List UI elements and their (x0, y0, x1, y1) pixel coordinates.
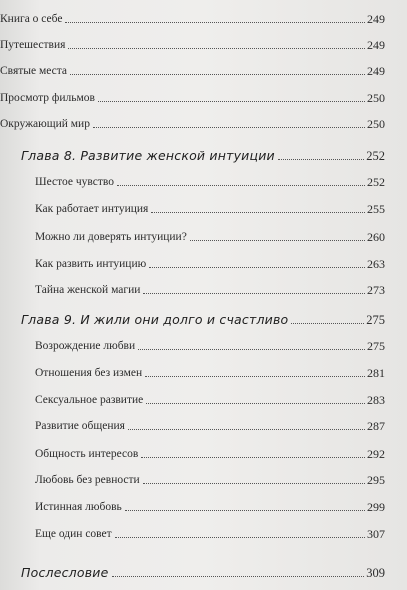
dot-leader (146, 402, 365, 404)
entry-page: 287 (367, 419, 385, 433)
entry-title: Окружающий мир (0, 118, 90, 130)
dot-leader (278, 158, 364, 160)
entry-title: Развитие общения (35, 420, 125, 432)
entry-page: 252 (367, 175, 385, 189)
chapter-page: 252 (366, 149, 385, 163)
dot-leader (143, 292, 365, 294)
toc-entry (0, 85, 407, 105)
entry-page: 249 (367, 64, 385, 78)
entry-title: Шестое чувство (35, 176, 114, 188)
toc-entry (0, 196, 407, 216)
toc-entry (0, 467, 407, 487)
entry-title: Святые места (0, 65, 68, 77)
toc-entry (0, 333, 407, 353)
chapter-page: 309 (366, 566, 385, 580)
entry-title: Общность интересов (35, 448, 139, 460)
entry-title: Отношения без измен (35, 367, 143, 379)
toc-entry (0, 360, 407, 380)
entry-page: 250 (367, 117, 385, 131)
toc-entry (0, 521, 407, 541)
entry-page: 283 (367, 393, 385, 407)
entry-title: Просмотр фильмов (0, 92, 95, 104)
entry-title: Возрождение любви (35, 340, 136, 352)
dot-leader (143, 482, 365, 484)
chapter-title: Послесловие (21, 565, 109, 580)
toc-entry (0, 494, 407, 514)
entry-title: Как развить интуицию (35, 258, 147, 270)
toc-chapter (0, 560, 407, 580)
dot-leader (93, 126, 365, 128)
toc-entry (0, 413, 407, 433)
entry-title: Сексуальное развитие (35, 394, 144, 406)
entry-title: Можно ли доверять интуиции? (35, 231, 187, 243)
toc-chapter (0, 143, 407, 163)
toc-entry (0, 224, 407, 244)
toc-entry (0, 32, 407, 52)
dot-leader (149, 266, 365, 268)
entry-title: Истинная любовь (35, 501, 122, 513)
entry-page: 260 (367, 230, 385, 244)
entry-title: Путешествия (0, 39, 66, 51)
dot-leader (128, 428, 365, 430)
dot-leader (141, 456, 365, 458)
toc-entry (0, 58, 407, 78)
entry-page: 249 (367, 38, 385, 52)
entry-page: 249 (367, 12, 385, 26)
toc-chapter (0, 307, 407, 327)
toc-entry (0, 441, 407, 461)
entry-page: 281 (367, 366, 385, 380)
dot-leader (190, 239, 365, 241)
entry-page: 299 (367, 500, 385, 514)
dot-leader (151, 211, 365, 213)
dot-leader (117, 184, 365, 186)
entry-page: 295 (367, 473, 385, 487)
toc-entry (0, 6, 407, 26)
dot-leader (68, 47, 365, 49)
entry-page: 275 (367, 339, 385, 353)
toc-entry (0, 111, 407, 131)
chapter-page: 275 (366, 313, 385, 327)
entry-title: Книга о себе (0, 13, 63, 25)
toc-entry (0, 387, 407, 407)
chapter-title: Глава 8. Развитие женской интуиции (21, 148, 275, 163)
chapter-title: Глава 9. И жили они долго и счастливо (21, 312, 289, 327)
entry-page: 250 (367, 91, 385, 105)
dot-leader (125, 509, 365, 511)
entry-page: 273 (367, 283, 385, 297)
toc-entry (0, 277, 407, 297)
entry-page: 292 (367, 447, 385, 461)
entry-title: Как работает интуиция (35, 203, 149, 215)
dot-leader (112, 575, 365, 577)
dot-leader (70, 73, 365, 75)
dot-leader (65, 21, 365, 23)
dot-leader (145, 375, 365, 377)
dot-leader (115, 536, 365, 538)
toc-entry (0, 169, 407, 189)
dot-leader (138, 348, 365, 350)
entry-title: Еще один совет (35, 528, 112, 540)
dot-leader (98, 100, 365, 102)
entry-page: 307 (367, 527, 385, 541)
entry-title: Тайна женской магии (35, 284, 141, 296)
entry-page: 255 (367, 202, 385, 216)
entry-page: 263 (367, 257, 385, 271)
toc-entry (0, 251, 407, 271)
entry-title: Любовь без ревности (35, 474, 140, 486)
dot-leader (291, 322, 364, 324)
